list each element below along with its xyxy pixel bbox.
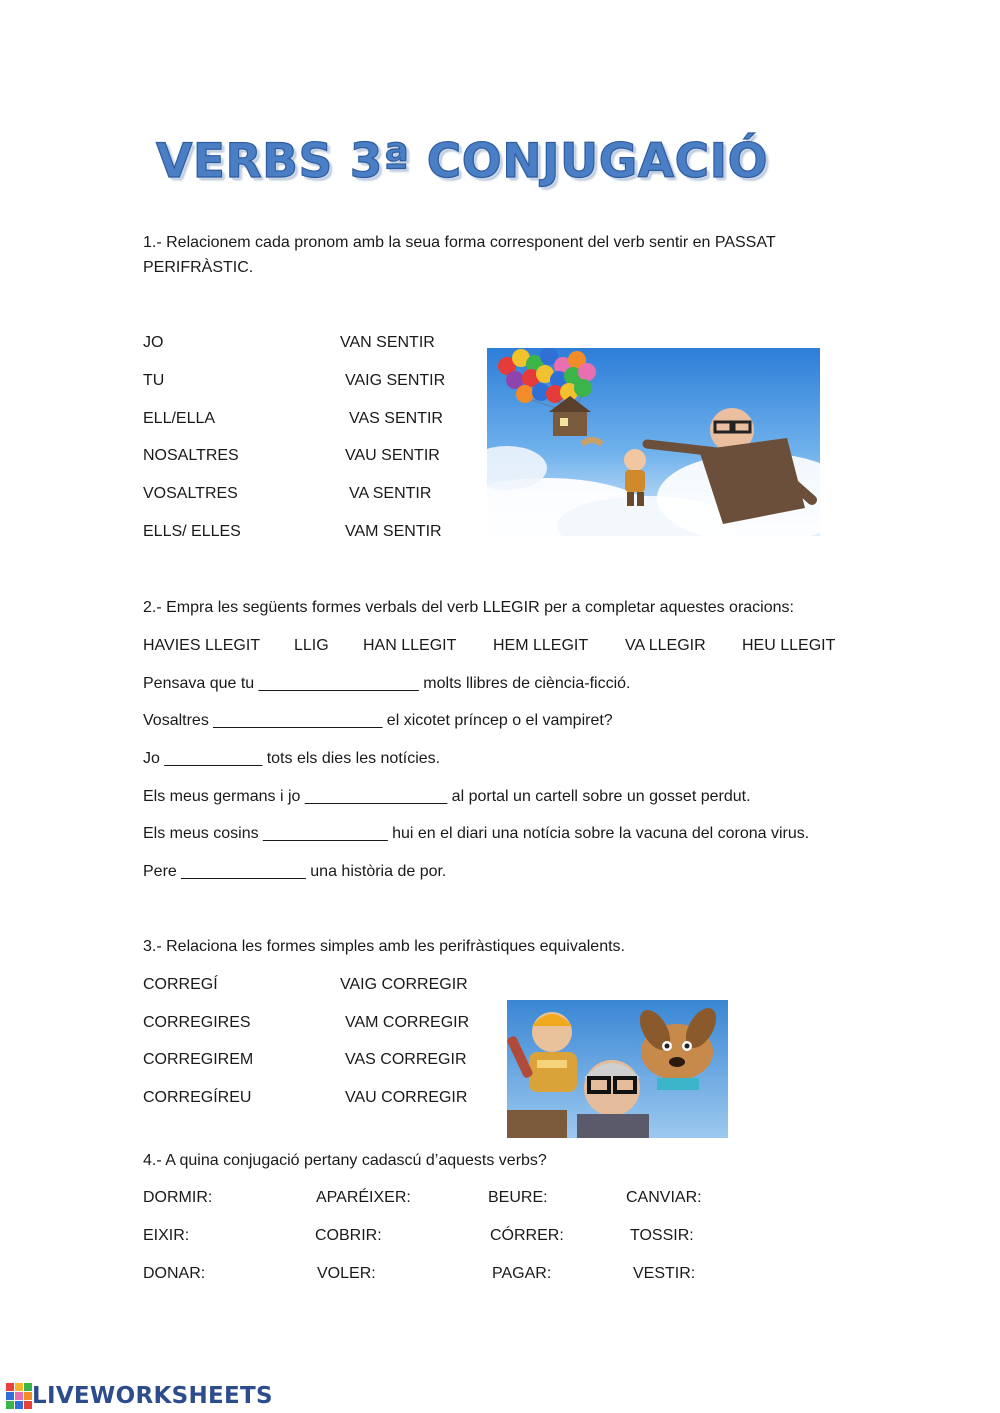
ex1-verb-form[interactable]: VAU SENTIR <box>345 447 440 464</box>
worksheet-title: VERBS 3ª CONJUGACIÓ <box>156 134 769 189</box>
ex1-instruction-line1: 1.- Relacionem cada pronom amb la seua forma corresponent del verb sentir en PASSAT <box>143 234 776 251</box>
ex3-simple-form: CORREGIRES <box>143 1014 251 1031</box>
ex4-verb: CANVIAR: <box>626 1189 702 1206</box>
ex3-simple-form: CORREGÍ <box>143 976 218 993</box>
sentence-start: Vosaltres <box>143 712 209 729</box>
ex2-sentence <box>143 712 613 730</box>
ex1-pronoun: JO <box>143 334 164 351</box>
ex4-verb: VESTIR: <box>633 1265 696 1282</box>
liveworksheets-wordmark: LIVEWORKSHEETS <box>32 1383 273 1409</box>
sentence-start: Els meus cosins <box>143 825 259 842</box>
ex2-option: HAVIES LLEGIT <box>143 637 261 654</box>
ex4-verb: DONAR: <box>143 1265 206 1282</box>
ex2-instruction: 2.- Empra les següents formes verbals del verb LLEGIR per a completar aquestes oracions: <box>143 599 794 616</box>
sentence-end: tots els dies les notícies. <box>266 750 441 767</box>
ex2-sentence <box>143 750 440 768</box>
ex2-option: VA LLEGIR <box>625 637 706 654</box>
ex4-verb: TOSSIR: <box>630 1227 694 1244</box>
ex2-sentence <box>143 675 630 693</box>
sentence-end: al portal un cartell sobre un gosset perdut. <box>451 788 751 805</box>
ex2-option: HEM LLEGIT <box>493 637 589 654</box>
up-illustration-flying <box>487 348 820 536</box>
ex4-verb: CÓRRER: <box>490 1227 564 1244</box>
ex3-instruction: 3.- Relaciona les formes simples amb les perifràstiques equivalents. <box>143 938 625 955</box>
ex1-pronoun: VOSALTRES <box>143 485 238 502</box>
ex1-pronoun: NOSALTRES <box>143 447 239 464</box>
sentence-end: hui en el diari una notícia sobre la vacuna del corona virus. <box>392 825 810 842</box>
ex2-sentence <box>143 825 809 843</box>
answer-blank[interactable]: ______________ <box>181 863 306 880</box>
ex3-simple-form: CORREGÍREU <box>143 1089 252 1106</box>
answer-blank[interactable]: __________________ <box>258 675 419 692</box>
ex1-verb-form[interactable]: VAIG SENTIR <box>345 372 446 389</box>
ex4-verb: EIXIR: <box>143 1227 190 1244</box>
answer-blank[interactable]: ________________ <box>304 788 448 805</box>
ex1-pronoun: TU <box>143 372 165 389</box>
ex1-verb-form[interactable]: VA SENTIR <box>349 485 432 502</box>
ex2-option: HAN LLEGIT <box>363 637 457 654</box>
ex1-pronoun: ELL/ELLA <box>143 410 216 427</box>
sentence-start: Pensava que tu <box>143 675 255 692</box>
sentence-start: Jo <box>143 750 160 767</box>
ex4-verb: VOLER: <box>317 1265 376 1282</box>
answer-blank[interactable]: ___________________ <box>213 712 383 729</box>
liveworksheets-logo-icon <box>6 1383 32 1409</box>
ex1-verb-form[interactable]: VAS SENTIR <box>349 410 443 427</box>
answer-blank[interactable]: ______________ <box>263 825 388 842</box>
ex3-periphrastic-form[interactable]: VAU CORREGIR <box>345 1089 468 1106</box>
ex3-periphrastic-form[interactable]: VAIG CORREGIR <box>340 976 468 993</box>
ex1-pronoun: ELLS/ ELLES <box>143 523 241 540</box>
ex3-simple-form: CORREGIREM <box>143 1051 254 1068</box>
sentence-end: el xicotet príncep o el vampiret? <box>386 712 613 729</box>
up-illustration-characters <box>507 1000 728 1138</box>
ex4-verb: APARÉIXER: <box>316 1189 411 1206</box>
ex2-sentence <box>143 788 751 806</box>
ex2-option: HEU LLEGIT <box>742 637 836 654</box>
sentence-end: una història de por. <box>310 863 447 880</box>
liveworksheets-logo <box>6 1381 273 1411</box>
ex1-instruction-line2: PERIFRÀSTIC. <box>143 259 254 276</box>
ex3-periphrastic-form[interactable]: VAM CORREGIR <box>345 1014 470 1031</box>
ex1-verb-form[interactable]: VAN SENTIR <box>340 334 435 351</box>
ex4-verb: DORMIR: <box>143 1189 213 1206</box>
ex3-periphrastic-form[interactable]: VAS CORREGIR <box>345 1051 467 1068</box>
ex4-instruction: 4.- A quina conjugació pertany cadascú d’aquests verbs? <box>143 1152 547 1169</box>
ex4-verb: BEURE: <box>488 1189 548 1206</box>
ex4-verb: PAGAR: <box>492 1265 552 1282</box>
sentence-end: molts llibres de ciència-ficció. <box>423 675 631 692</box>
ex2-option: LLIG <box>294 637 329 654</box>
answer-blank[interactable]: ___________ <box>164 750 263 767</box>
ex1-verb-form[interactable]: VAM SENTIR <box>345 523 442 540</box>
sentence-start: Els meus germans i jo <box>143 788 301 805</box>
ex2-sentence <box>143 863 446 881</box>
sentence-start: Pere <box>143 863 177 880</box>
ex4-verb: COBRIR: <box>315 1227 382 1244</box>
